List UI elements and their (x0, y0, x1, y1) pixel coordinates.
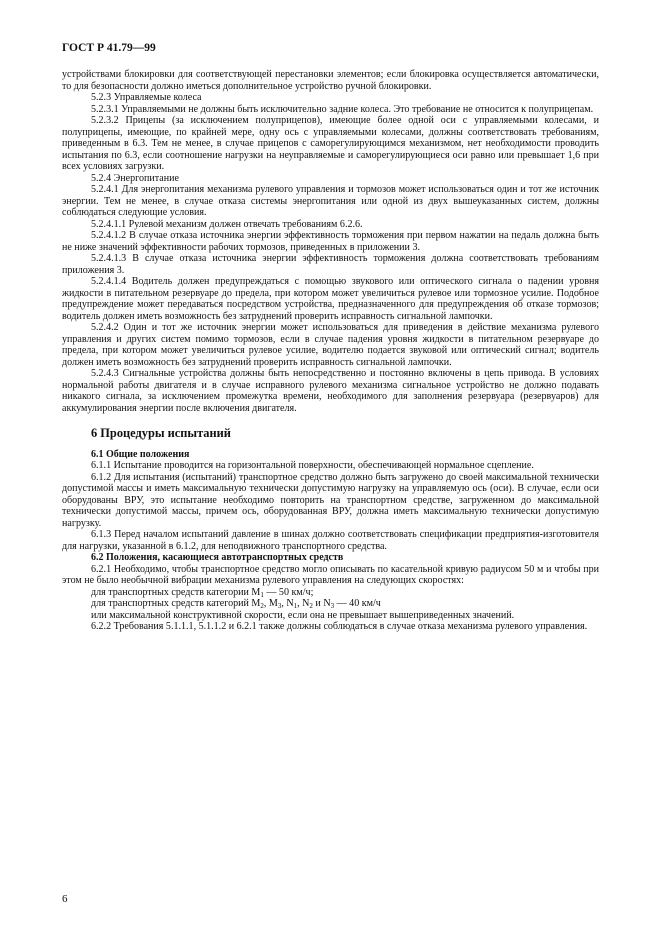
speed-line-prefix: для транспортных средств категории (91, 586, 252, 598)
vehicle-category: $M_1$ (251, 586, 264, 599)
paragraph: 5.2.3.2 Прицепы (за исключением полуприцепов), имеющие более одной оси с управляемыми колесами, и полуприцепы, имеющие, по крайней мере, одну ось с управляемыми колесами, должны соответствовать требованиям, приведенным в 6.3. Тем не менее, в случае прицепов с саморегулирующимся механизмом, нет необходимости проводить испытания по 6.3, если соотношение нагрузки на неуправляемые и саморегулирующиеся оси равно или превышает 1,6 при всех условиях загрузки. (62, 115, 599, 172)
paragraph: 5.2.4 Энергопитание (91, 172, 179, 184)
speed-requirement-line (62, 587, 599, 599)
paragraph: 6.1.3 Перед началом испытаний давление в шинах должно соответствовать спецификации предприятия-изготовителя для нагрузки, указанной в 6.1.2, для неподвижного транспортного средства. (62, 529, 599, 552)
vehicle-category: $N_3$ (323, 598, 335, 610)
paragraph: 5.2.4.1.3 В случае отказа источника энергии эффективность торможения должна соответствовать требованиям приложения 3. (62, 253, 599, 276)
vehicle-category: $N_2$ (302, 598, 313, 610)
paragraph: 5.2.3.1 Управляемыми не должны быть исключительно задние колеса. Это требование не относится к полуприцепам. (91, 103, 594, 115)
paragraph: 5.2.4.1 Для энергопитания механизма рулевого управления и тормозов может использоваться один и тот же источник энергии. Тем не менее, в случае отказа системы энергопитания или одной из двух вышеуказанных систем, должны соблюдаться следующие условия. (62, 184, 599, 218)
vehicle-category: $M_2$ (251, 598, 264, 610)
paragraph: 5.2.4.1.4 Водитель должен предупреждаться с помощью звукового или оптического сигнала о падении уровня жидкости в питательном резервуаре до предела, при котором может увеличиться рулевое или тормозное усилие. Подобное предупреждение может передаваться посредством устройства, предназначенного для предупреждения об отказе тормозов; водитель должен иметь возможность без затруднений проверить исправность сигнальной лампочки. (62, 276, 599, 322)
section-heading: 6 Процедуры испытаний (91, 426, 231, 440)
paragraph: 5.2.4.3 Сигнальные устройства должны быть непосредственно и постоянно включены в цепь привода. В условиях нормальной работы двигателя и в случае исправного рулевого механизма сигнальное устройство не должно подавать никакого сигнала, за исключением промежутка времени, необходимого для заполнения резервуара (резервуаров) для аккумулирования энергии после включения двигателя. (62, 368, 599, 414)
speed-line-prefix: для транспортных средств категорий (91, 598, 252, 609)
paragraph: 5.2.4.1.2 В случае отказа источника энергии эффективность торможения при первом нажатии на педаль должна быть не ниже значений эффективности рабочих тормозов, приведенных в приложении 3. (62, 230, 599, 253)
speed-requirement-line: для транспортных средств категорий $M_2$, $M_3$, $N_1$, $N_2$ и $N_3$ — 40 км/ч (91, 598, 381, 610)
paragraph: 6.2.2 Требования 5.1.1.1, 5.1.1.2 и 6.2.1 также должны соблюдаться в случае отказа механизма рулевого управления. (91, 621, 588, 632)
paragraph: устройствами блокировки для соответствующей перестановки элементов; если блокировка осуществляется автоматически, то для безопасности должно иметься дополнительное устройство ручной блокировки. (62, 69, 599, 92)
section-heading: 6.1 Общие положения (91, 448, 190, 460)
paragraph: или максимальной конструктивной скорости, если она не превышает вышеприведенных значений. (91, 609, 515, 621)
paragraph: 6.1.1 Испытание проводится на горизонтальной поверхности, обеспечивающей нормальное сцепление. (91, 460, 534, 471)
document-body (62, 69, 599, 633)
paragraph: 6.2.1 Необходимо, чтобы транспортное средство могло описывать по касательной кривую радиусом 50 м и чтобы при этом не было необычной вибрации механизма рулевого управления на следующих скоростях: (62, 563, 599, 586)
speed-line-suffix: — 40 км/ч (334, 598, 381, 609)
paragraph: 5.2.4.1.1 Рулевой механизм должен отвечать требованиям 6.2.6. (91, 218, 363, 230)
vehicle-category: $M_3$ (268, 598, 282, 610)
page-number: 6 (62, 893, 68, 905)
document-header: ГОСТ Р 41.79—99 (62, 42, 156, 54)
speed-line-suffix: — 50 км/ч; (263, 586, 314, 598)
paragraph: 5.2.3 Управляемые колеса (91, 92, 202, 103)
section-heading: 6.2 Положения, касающиеся автотранспортных средств (91, 552, 344, 563)
paragraph: 5.2.4.2 Один и тот же источник энергии может использоваться для приведения в действие механизма рулевого управления и других систем помимо тормозов, если в случае падения уровня жидкости в питательном резервуаре до предела, при котором может увеличиться рулевое усилие, водителю подается звуковой или оптический сигнал; водитель должен иметь возможность без затруднений проверить исправность сигнальной лампочки. (62, 322, 599, 368)
paragraph: 6.1.2 Для испытания (испытаний) транспортное средство должно быть загружено до своей максимальной технически допустимой массы и иметь максимальную технически допустимую нагрузку на управляемую ось (оси). В случае, если оси оборудованы ВРУ, это испытание необходимо повторить на транспортном средстве, загруженном до максимальной технически допустимой массы, причем ось, оборудованная ВРУ, должна иметь максимальную технически допустимую нагрузку. (62, 471, 599, 529)
vehicle-category: $N_1$ (286, 598, 298, 610)
